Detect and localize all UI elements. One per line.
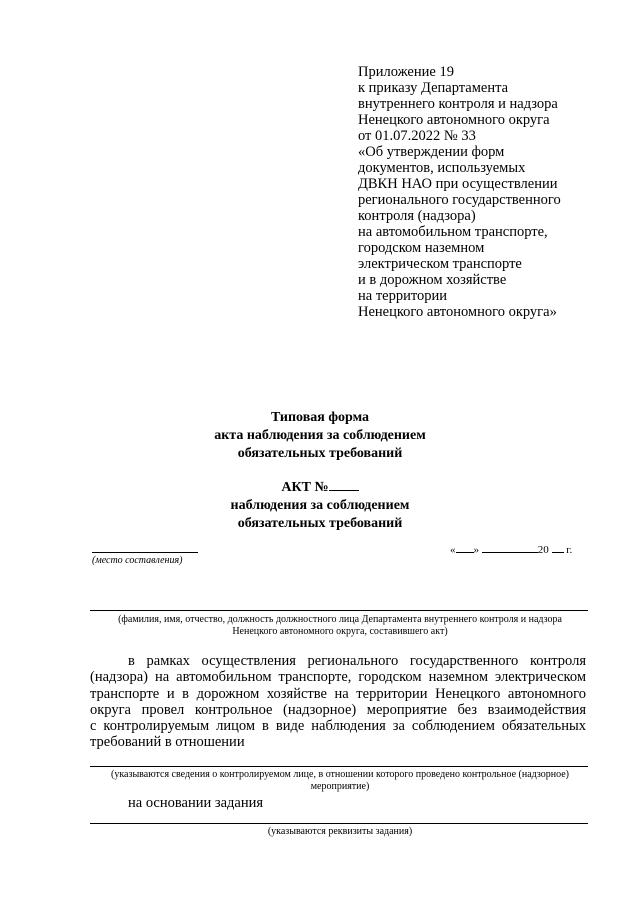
task-caption: (указываются реквизиты задания) xyxy=(267,826,413,837)
date-month-field[interactable] xyxy=(482,542,538,553)
controlled-person-caption xyxy=(80,769,600,793)
official-caption-line: Ненецкого автономного округа, составившего акт) xyxy=(232,626,448,637)
akt-number-field[interactable] xyxy=(329,478,359,491)
appendix-line: ДВКН НАО при осуществлении xyxy=(358,176,558,192)
date-year-field[interactable] xyxy=(552,542,564,553)
appendix-line: Приложение 19 xyxy=(358,64,454,80)
date-day-field[interactable] xyxy=(456,542,474,553)
date-field xyxy=(450,542,572,556)
appendix-line: от 01.07.2022 № 33 xyxy=(358,128,476,144)
akt-number-line xyxy=(0,478,640,497)
form-title-line: акта наблюдения за соблюдением xyxy=(214,428,426,443)
main-paragraph xyxy=(90,653,586,751)
task-field[interactable] xyxy=(90,823,588,824)
appendix-line: городском наземном xyxy=(358,240,485,256)
paragraph-line: с контролируемым лицом в виде наблюдения за соблюдением обязательных xyxy=(90,718,586,735)
appendix-line: внутреннего контроля и надзора xyxy=(358,96,558,112)
paragraph-line: (надзора) на автомобильном транспорте, городском наземном электрическом xyxy=(90,669,586,686)
appendix-block xyxy=(358,64,618,320)
paragraph-line: округа провел контрольное (надзорное) мероприятие без взаимодействия xyxy=(90,701,586,718)
appendix-line: на территории xyxy=(358,288,448,304)
date-close-quote: » xyxy=(473,544,479,556)
place-caption: (место составления) xyxy=(92,555,183,566)
controlled-person-caption-line: (указываются сведения о контролируемом лице, в отношении которого проведено контрольное (надзорное) xyxy=(111,769,569,780)
basis-text: на основании задания xyxy=(128,795,264,811)
form-title-line: обязательных требований xyxy=(237,446,403,461)
controlled-person-caption-line: мероприятие) xyxy=(310,781,370,792)
paragraph-line: требований в отношении xyxy=(90,734,245,751)
appendix-line: контроля (надзора) xyxy=(358,208,476,224)
date-open-quote: « xyxy=(450,544,456,556)
official-field[interactable] xyxy=(90,610,588,611)
akt-heading-line: наблюдения за соблюдением xyxy=(230,498,410,513)
place-field[interactable] xyxy=(92,552,198,553)
akt-heading-line: обязательных требований xyxy=(237,516,403,531)
official-caption-line: (фамилия, имя, отчество, должность должностного лица Департамента внутреннего контроля и надзора xyxy=(118,614,562,625)
date-year-suffix: г. xyxy=(566,544,573,556)
form-title xyxy=(0,409,640,463)
appendix-line: Ненецкого автономного округа xyxy=(358,112,550,128)
appendix-line: документов, используемых xyxy=(358,160,526,176)
paragraph-line: транспорте и в дорожном хозяйстве на территории Ненецкого автономного xyxy=(90,685,586,702)
paragraph-line: в рамках осуществления регионального государственного контроля xyxy=(128,653,586,669)
appendix-line: Ненецкого автономного округа» xyxy=(358,304,557,320)
akt-heading xyxy=(0,478,640,533)
appendix-line: на автомобильном транспорте, xyxy=(358,224,548,240)
date-year-prefix: 20 xyxy=(537,544,549,556)
controlled-person-field[interactable] xyxy=(90,766,588,767)
form-title-line: Типовая форма xyxy=(270,410,370,425)
appendix-line: регионального государственного xyxy=(358,192,561,208)
appendix-line: электрическом транспорте xyxy=(358,256,522,272)
official-caption xyxy=(80,614,600,638)
appendix-line: и в дорожном хозяйстве xyxy=(358,272,507,288)
akt-number-label: АКТ № xyxy=(281,480,329,495)
appendix-line: «Об утверждении форм xyxy=(358,144,505,160)
appendix-line: к приказу Департамента xyxy=(358,80,509,96)
